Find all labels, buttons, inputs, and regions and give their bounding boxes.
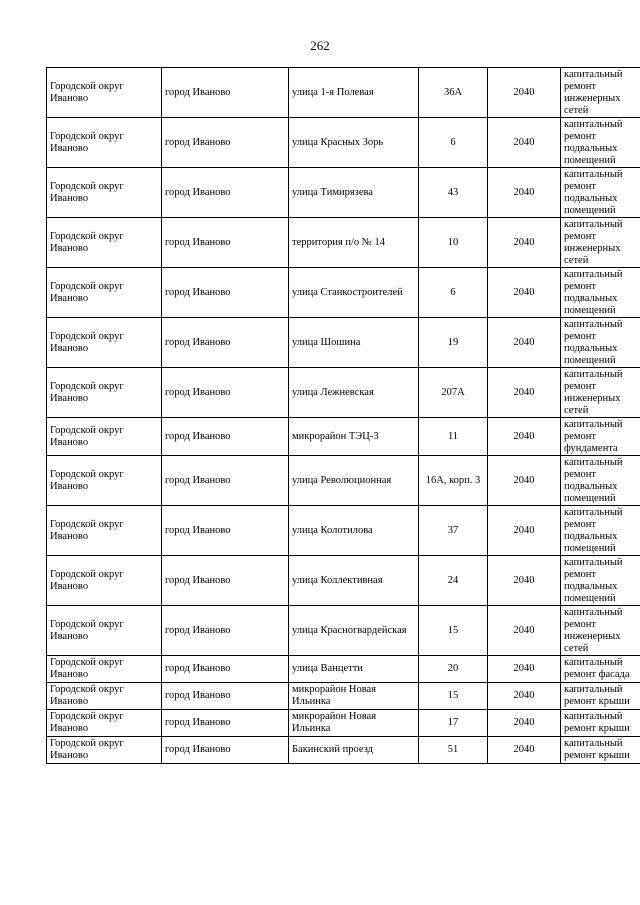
year-cell: 2040: [488, 737, 561, 764]
city-cell: город Иваново: [162, 710, 289, 737]
year-cell: 2040: [488, 168, 561, 218]
table-row: [47, 268, 640, 318]
table-row: [47, 168, 640, 218]
house-number-cell: 19: [419, 318, 488, 368]
house-number-cell: 11: [419, 418, 488, 456]
year-cell: 2040: [488, 368, 561, 418]
house-number-cell: 207А: [419, 368, 488, 418]
district-cell: Городской округ Иваново: [47, 710, 162, 737]
table-row: [47, 556, 640, 606]
city-cell: город Иваново: [162, 318, 289, 368]
work-type-cell: капитальный ремонт инженерных сетей: [561, 606, 640, 656]
district-cell: Городской округ Иваново: [47, 506, 162, 556]
street-cell: улица Станкостроителей: [289, 268, 419, 318]
table-row: [47, 506, 640, 556]
table-row: [47, 456, 640, 506]
house-number-cell: 24: [419, 556, 488, 606]
table-row: [47, 218, 640, 268]
table-row: [47, 368, 640, 418]
district-cell: Городской округ Иваново: [47, 606, 162, 656]
table-row: [47, 606, 640, 656]
city-cell: город Иваново: [162, 656, 289, 683]
work-type-cell: капитальный ремонт инженерных сетей: [561, 368, 640, 418]
work-type-cell: капитальный ремонт подвальных помещений: [561, 168, 640, 218]
street-cell: улица Красных Зорь: [289, 118, 419, 168]
street-cell: улица 1-я Полевая: [289, 68, 419, 118]
work-type-cell: капитальный ремонт подвальных помещений: [561, 268, 640, 318]
house-number-cell: 15: [419, 683, 488, 710]
district-cell: Городской округ Иваново: [47, 656, 162, 683]
year-cell: 2040: [488, 318, 561, 368]
city-cell: город Иваново: [162, 556, 289, 606]
table-row: [47, 656, 640, 683]
district-cell: Городской округ Иваново: [47, 318, 162, 368]
house-number-cell: 37: [419, 506, 488, 556]
street-cell: микрорайон ТЭЦ-3: [289, 418, 419, 456]
street-cell: улица Колотилова: [289, 506, 419, 556]
street-cell: улица Тимирязева: [289, 168, 419, 218]
district-cell: Городской округ Иваново: [47, 737, 162, 764]
street-cell: территория п/о № 14: [289, 218, 419, 268]
street-cell: улица Революционная: [289, 456, 419, 506]
city-cell: город Иваново: [162, 168, 289, 218]
year-cell: 2040: [488, 68, 561, 118]
city-cell: город Иваново: [162, 268, 289, 318]
work-type-cell: капитальный ремонт крыши: [561, 710, 640, 737]
city-cell: город Иваново: [162, 506, 289, 556]
street-cell: улица Лежневская: [289, 368, 419, 418]
house-number-cell: 10: [419, 218, 488, 268]
work-type-cell: капитальный ремонт фасада: [561, 656, 640, 683]
year-cell: 2040: [488, 218, 561, 268]
house-number-cell: 15: [419, 606, 488, 656]
repair-schedule-table: [46, 67, 640, 764]
table-row: [47, 118, 640, 168]
work-type-cell: капитальный ремонт крыши: [561, 737, 640, 764]
district-cell: Городской округ Иваново: [47, 68, 162, 118]
year-cell: 2040: [488, 683, 561, 710]
work-type-cell: капитальный ремонт инженерных сетей: [561, 68, 640, 118]
city-cell: город Иваново: [162, 606, 289, 656]
house-number-cell: 43: [419, 168, 488, 218]
page-number: 262: [310, 38, 330, 53]
work-type-cell: капитальный ремонт подвальных помещений: [561, 556, 640, 606]
work-type-cell: капитальный ремонт инженерных сетей: [561, 218, 640, 268]
district-cell: Городской округ Иваново: [47, 683, 162, 710]
table-row: [47, 68, 640, 118]
city-cell: город Иваново: [162, 456, 289, 506]
house-number-cell: 6: [419, 268, 488, 318]
house-number-cell: 16А, корп. 3: [419, 456, 488, 506]
street-cell: микрорайон Новая Ильинка: [289, 683, 419, 710]
district-cell: Городской округ Иваново: [47, 418, 162, 456]
year-cell: 2040: [488, 418, 561, 456]
work-type-cell: капитальный ремонт подвальных помещений: [561, 506, 640, 556]
district-cell: Городской округ Иваново: [47, 456, 162, 506]
district-cell: Городской округ Иваново: [47, 556, 162, 606]
year-cell: 2040: [488, 556, 561, 606]
district-cell: Городской округ Иваново: [47, 368, 162, 418]
work-type-cell: капитальный ремонт фундамента: [561, 418, 640, 456]
house-number-cell: 36А: [419, 68, 488, 118]
street-cell: улица Шошина: [289, 318, 419, 368]
city-cell: город Иваново: [162, 737, 289, 764]
table-row: [47, 418, 640, 456]
year-cell: 2040: [488, 118, 561, 168]
year-cell: 2040: [488, 656, 561, 683]
street-cell: улица Коллективная: [289, 556, 419, 606]
year-cell: 2040: [488, 456, 561, 506]
street-cell: улица Ванцетти: [289, 656, 419, 683]
year-cell: 2040: [488, 606, 561, 656]
table-row: [47, 710, 640, 737]
table-row: [47, 683, 640, 710]
street-cell: улица Красногвардейская: [289, 606, 419, 656]
house-number-cell: 20: [419, 656, 488, 683]
district-cell: Городской округ Иваново: [47, 218, 162, 268]
city-cell: город Иваново: [162, 118, 289, 168]
work-type-cell: капитальный ремонт подвальных помещений: [561, 118, 640, 168]
street-cell: микрорайон Новая Ильинка: [289, 710, 419, 737]
year-cell: 2040: [488, 710, 561, 737]
city-cell: город Иваново: [162, 368, 289, 418]
house-number-cell: 51: [419, 737, 488, 764]
house-number-cell: 6: [419, 118, 488, 168]
city-cell: город Иваново: [162, 218, 289, 268]
table-row: [47, 318, 640, 368]
work-type-cell: капитальный ремонт подвальных помещений: [561, 456, 640, 506]
year-cell: 2040: [488, 506, 561, 556]
work-type-cell: капитальный ремонт крыши: [561, 683, 640, 710]
house-number-cell: 17: [419, 710, 488, 737]
table-row: [47, 737, 640, 764]
city-cell: город Иваново: [162, 68, 289, 118]
street-cell: Бакинский проезд: [289, 737, 419, 764]
district-cell: Городской округ Иваново: [47, 118, 162, 168]
city-cell: город Иваново: [162, 418, 289, 456]
work-type-cell: капитальный ремонт подвальных помещений: [561, 318, 640, 368]
year-cell: 2040: [488, 268, 561, 318]
district-cell: Городской округ Иваново: [47, 168, 162, 218]
district-cell: Городской округ Иваново: [47, 268, 162, 318]
city-cell: город Иваново: [162, 683, 289, 710]
